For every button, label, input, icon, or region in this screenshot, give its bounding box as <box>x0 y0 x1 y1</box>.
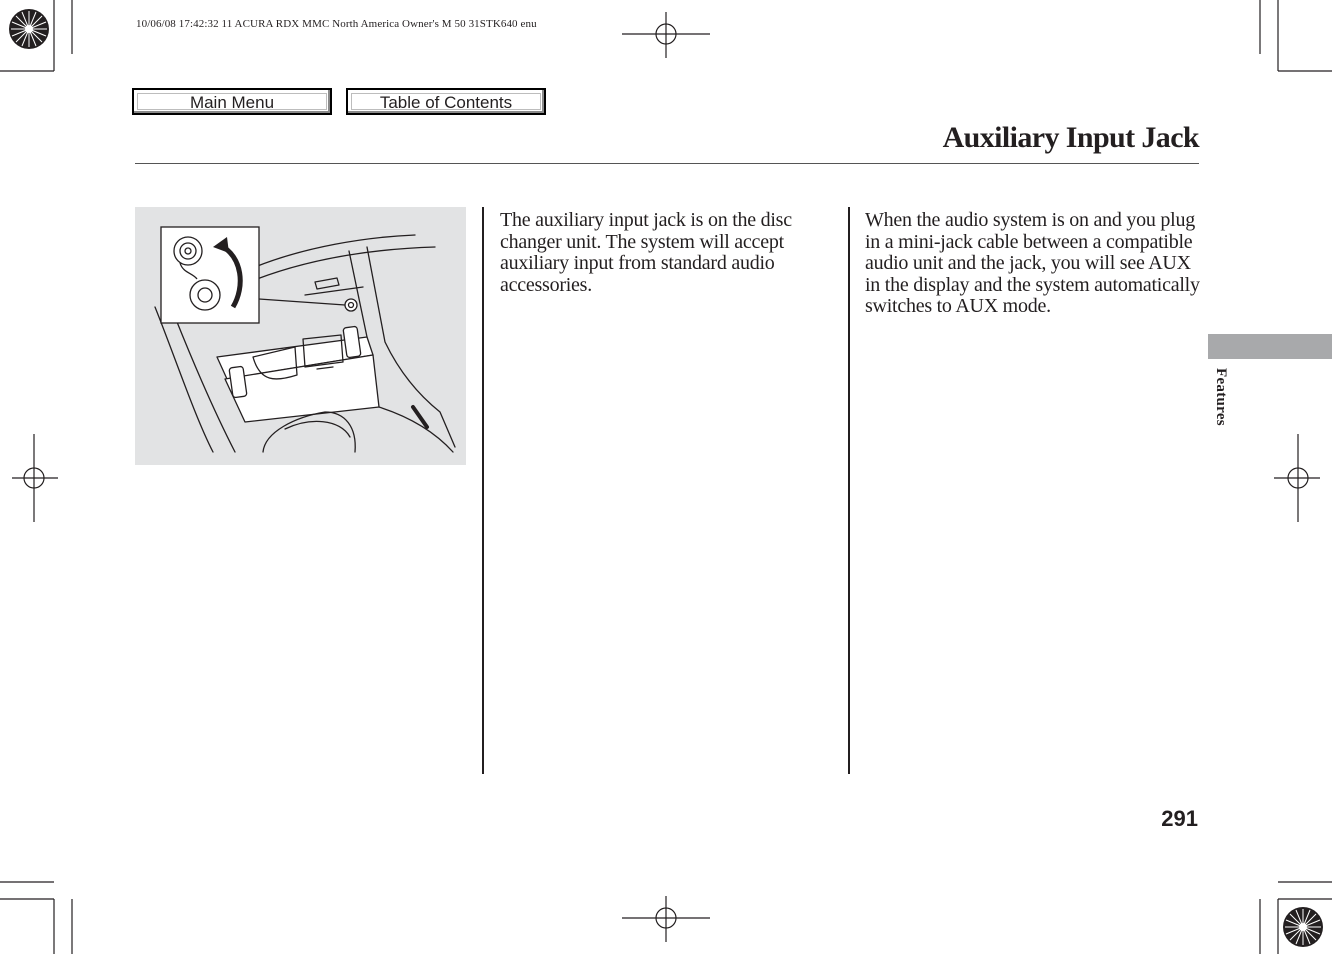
page-number: 291 <box>1161 806 1198 831</box>
main-menu-button[interactable] <box>132 88 332 115</box>
starburst-mark-bottom-right <box>1282 906 1324 948</box>
registration-mark-left <box>12 434 60 522</box>
column-1-text: The auxiliary input jack is on the disc changer unit. The system will accept auxiliary input from standard audio accessories. <box>500 209 792 296</box>
column-divider <box>848 207 850 774</box>
main-menu-label: Main Menu <box>189 93 275 112</box>
starburst-mark-top-left <box>8 8 50 50</box>
section-tab-label: Features <box>1213 368 1229 426</box>
column-2-text: When the audio system is on and you plug in a mini-jack cable between a compatible audio unit and the jack, you will see AUX in the display and the system automatically switches to AUX mode. <box>865 209 1200 318</box>
console-drawing <box>135 207 466 465</box>
table-of-contents-label: Table of Contents <box>379 93 513 112</box>
table-of-contents-button[interactable] <box>346 88 546 115</box>
registration-mark-bottom <box>622 896 710 944</box>
page-title: Auxiliary Input Jack <box>942 121 1199 154</box>
section-tab <box>1208 334 1332 359</box>
print-header: 10/06/08 17:42:32 11 ACURA RDX MMC North America Owner's M 50 31STK640 enu <box>136 18 537 30</box>
title-divider <box>135 163 1199 164</box>
registration-mark-top <box>622 12 710 60</box>
column-divider <box>482 207 484 774</box>
registration-mark-right <box>1274 434 1322 522</box>
aux-jack-illustration <box>135 207 466 465</box>
